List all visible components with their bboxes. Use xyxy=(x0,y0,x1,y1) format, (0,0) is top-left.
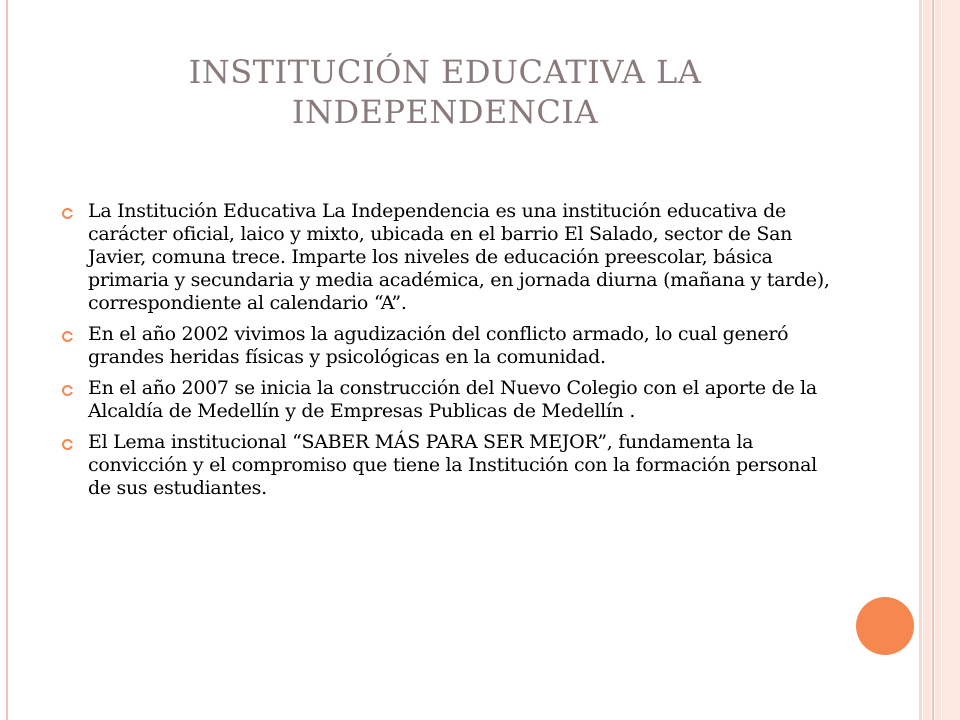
right-decorative-stripe xyxy=(942,0,960,720)
bullet-text: El Lema institucional “SABER MÁS PARA SER MEJOR”, fundamenta la convicción y el compromiso que tiene la Institución con la formación personal de sus estudiantes. xyxy=(88,431,817,499)
bullet-list xyxy=(60,200,840,508)
orange-circle-accent xyxy=(856,597,914,655)
right-decorative-stripe xyxy=(932,0,934,720)
bullet-item xyxy=(60,200,840,315)
orange-ring-bullet-icon xyxy=(62,331,73,342)
right-decorative-stripe xyxy=(923,0,931,720)
right-decorative-stripe xyxy=(935,0,941,720)
bullet-text: En el año 2002 vivimos la agudización del conflicto armado, lo cual generó grandes heridas físicas y psicológicas en la comunidad. xyxy=(88,323,789,368)
orange-ring-bullet-icon xyxy=(62,208,73,219)
bullet-text: En el año 2007 se inicia la construcción del Nuevo Colegio con el aporte de la Alcaldía de Medellín y de Empresas Publicas de Medellín . xyxy=(88,377,817,422)
bullet-text: La Institución Educativa La Independencia es una institución educativa de carácter oficial, laico y mixto, ubicada en el barrio El Salado, sector de San Javier, comuna trece. Imparte los niveles de educación preescolar, básica primaria y secundaria y media académica, en jornada diurna (mañana y tarde), correspondiente al calendario “A”. xyxy=(88,200,830,314)
right-decorative-stripe xyxy=(919,0,922,720)
orange-ring-bullet-icon xyxy=(62,439,73,450)
bullet-item xyxy=(60,323,840,369)
left-decorative-rule xyxy=(6,0,8,720)
bullet-item xyxy=(60,431,840,500)
orange-ring-bullet-icon xyxy=(62,385,73,396)
slide-title: INSTITUCIÓN EDUCATIVA LA INDEPENDENCIA xyxy=(188,53,702,131)
bullet-item xyxy=(60,377,840,423)
